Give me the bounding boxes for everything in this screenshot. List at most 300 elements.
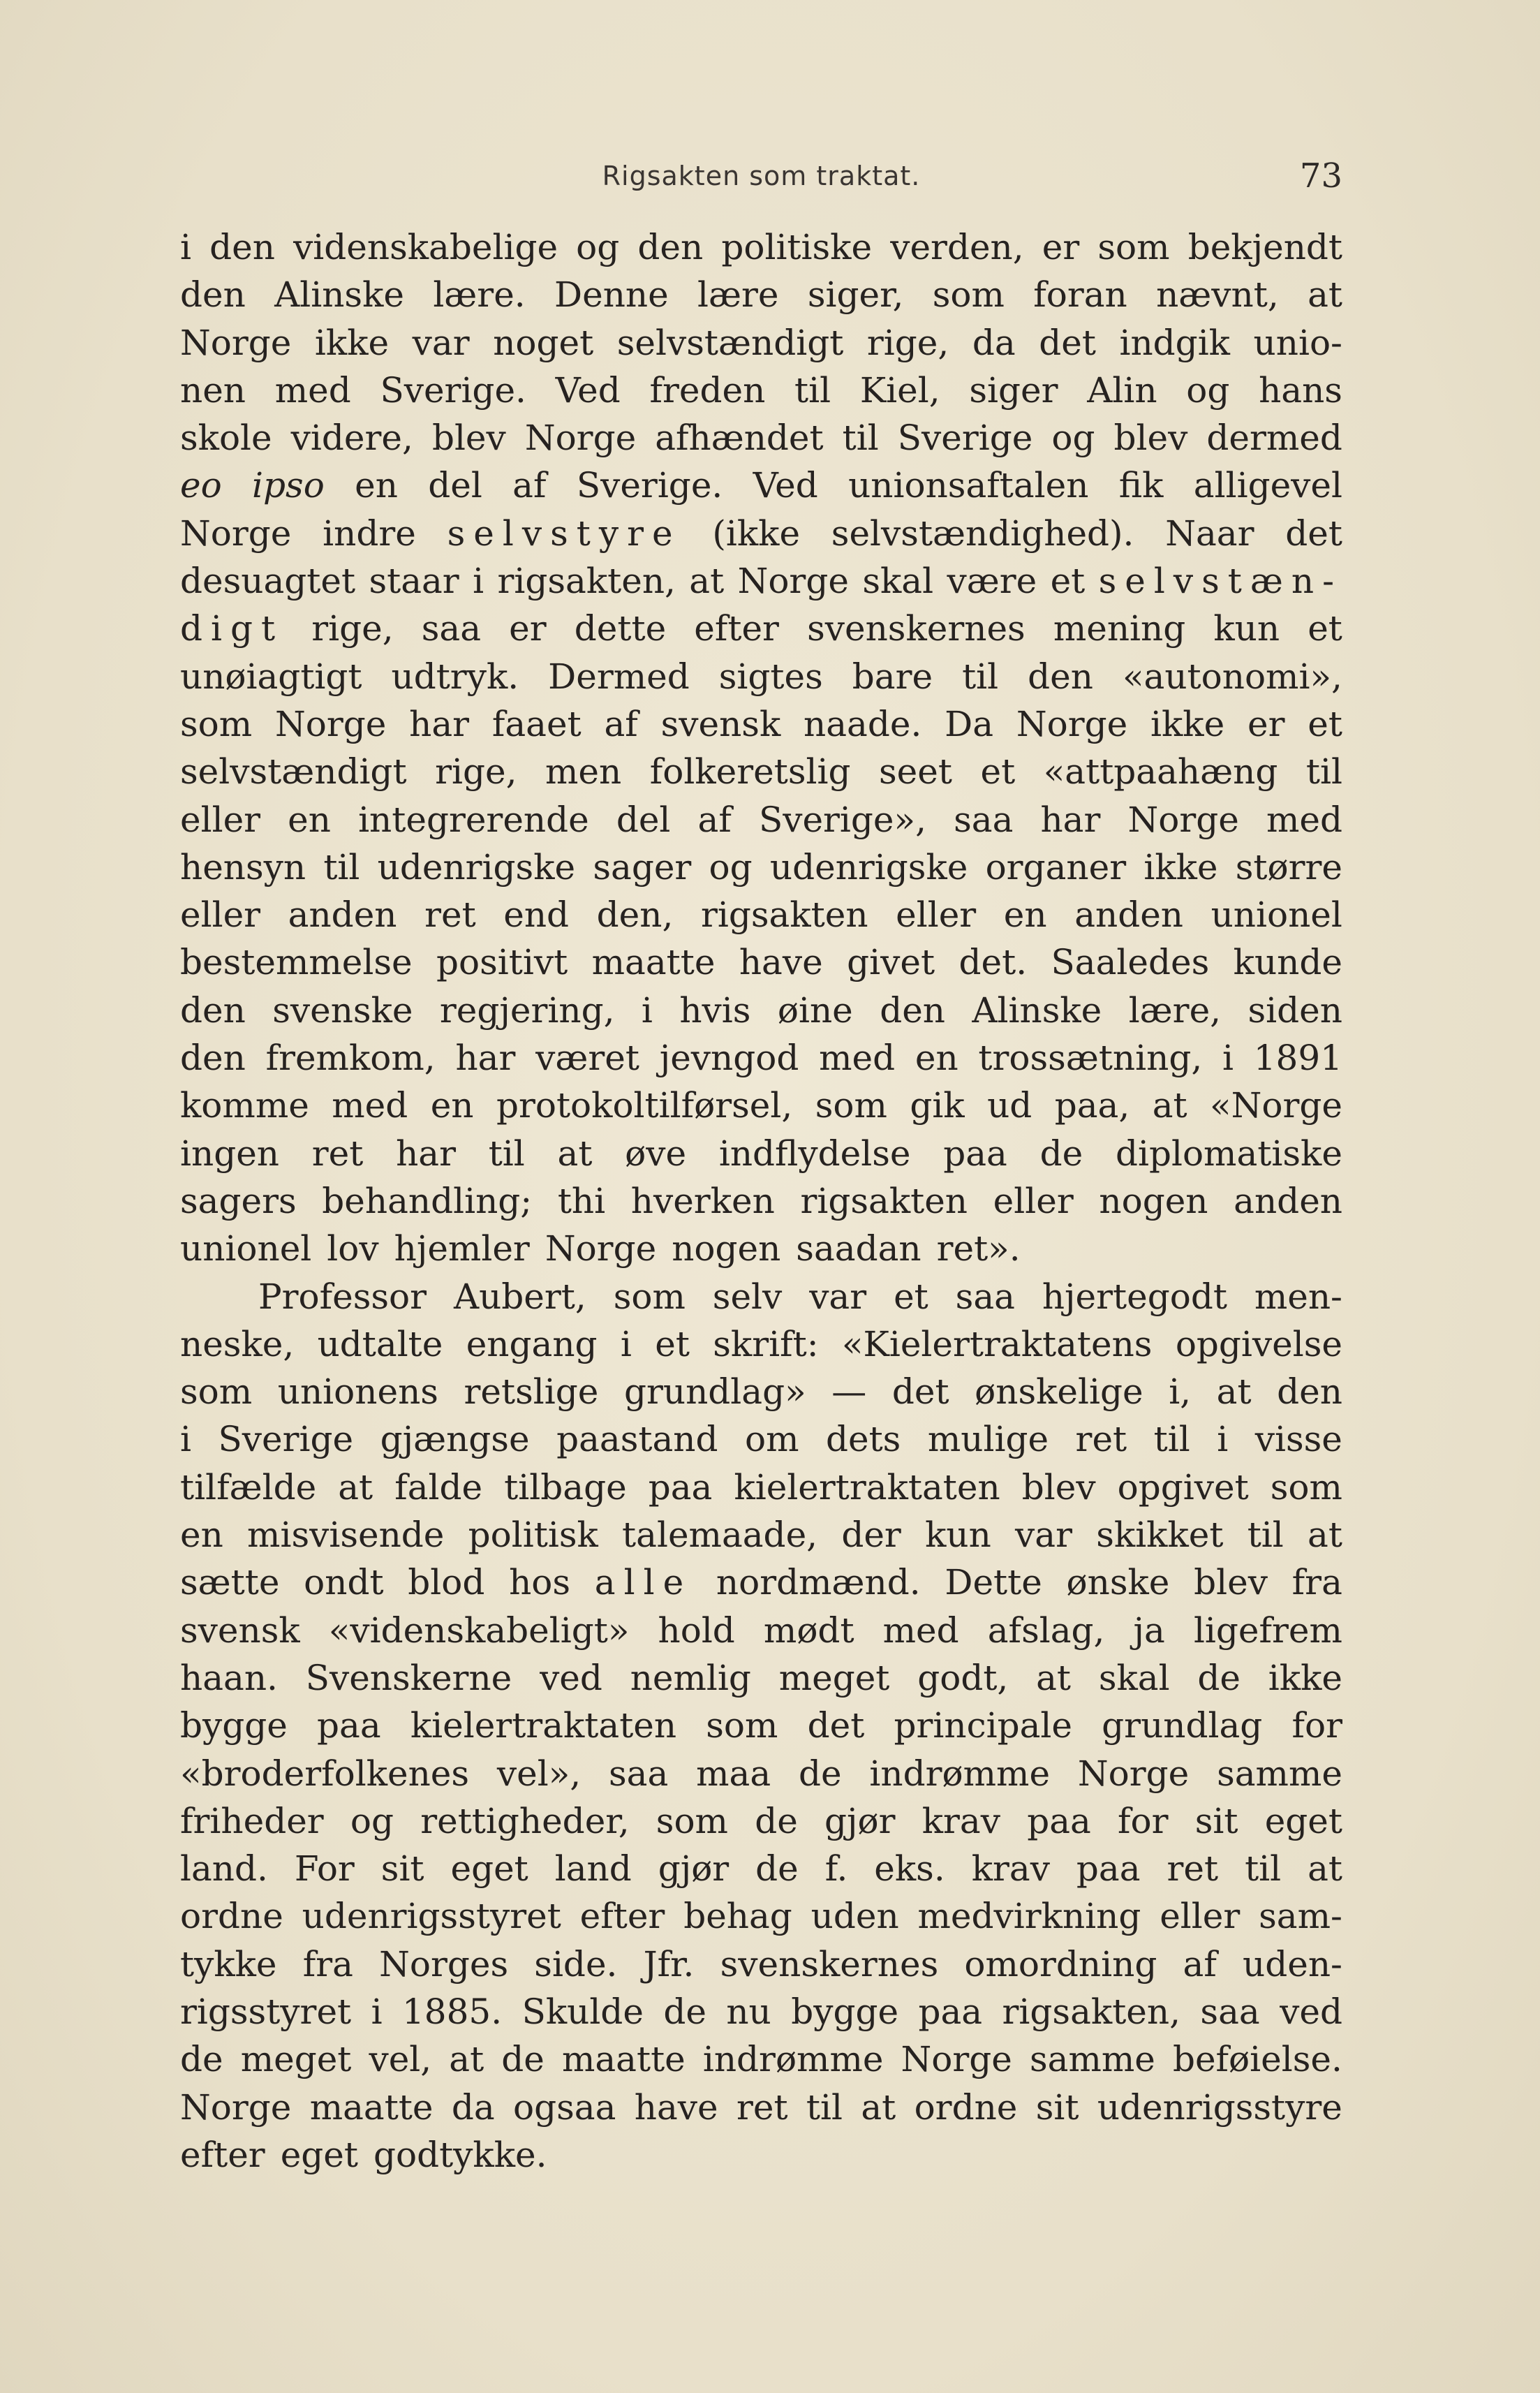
text-line (180, 1845, 1342, 1892)
word: i (473, 561, 484, 602)
text-line (180, 605, 1342, 652)
word: ret (311, 1133, 364, 1174)
word: naade. (804, 703, 922, 744)
word: skal (1098, 1657, 1170, 1698)
word: freden (649, 369, 766, 411)
word: krav (921, 1800, 1000, 1841)
word: Sverige (218, 1419, 354, 1460)
word: som (613, 1276, 686, 1317)
word: kielertraktaten (734, 1466, 1000, 1508)
word: noget (493, 322, 594, 363)
word: skrift: (713, 1323, 819, 1364)
word: den (180, 274, 246, 316)
word: blev (1194, 1562, 1268, 1603)
word: de (663, 1991, 706, 2032)
word: Norge (1077, 1753, 1190, 1794)
text-line (180, 938, 1342, 986)
word: tykke (180, 1943, 277, 1985)
word: svensk (180, 1610, 300, 1651)
word: et (655, 1323, 690, 1364)
word: bekjendt (1187, 227, 1342, 267)
text-line (180, 796, 1342, 844)
word: saa (1200, 1991, 1260, 2032)
text-line (180, 1654, 1342, 1702)
text-line (180, 462, 1342, 509)
word: nævnt, (1156, 274, 1279, 316)
word: anden (288, 894, 397, 936)
text-line (180, 1892, 1342, 1940)
word: paa (943, 1133, 1007, 1174)
word: og (1186, 369, 1230, 411)
word: af (1183, 1943, 1217, 1985)
word: da (972, 322, 1016, 363)
word: nemlig (630, 1657, 751, 1698)
word: Naar (1165, 513, 1254, 554)
word: «videnskabeligt» (328, 1610, 630, 1651)
word: som (815, 1085, 887, 1126)
word: hjemler (394, 1228, 530, 1269)
word: hans (1259, 369, 1342, 411)
word: Ved (753, 465, 818, 506)
word: rige, (866, 322, 949, 363)
word: af (512, 465, 547, 506)
word: var (412, 322, 470, 363)
word: politiske (721, 227, 873, 267)
word: Alinske (274, 274, 404, 316)
word: ret (1167, 1848, 1219, 1890)
word: Norge (901, 2039, 1012, 2080)
word: end (503, 894, 570, 936)
word: selvstæn- (1098, 561, 1342, 602)
word: gjør (658, 1848, 730, 1890)
text-line (180, 1415, 1342, 1463)
word: krav (971, 1848, 1050, 1890)
word: unionel (1210, 894, 1342, 936)
word: godt, (917, 1657, 1009, 1698)
word: staar (369, 561, 459, 602)
word: for (1118, 1800, 1169, 1841)
word: selvstændigt (180, 751, 407, 793)
word: vel», (496, 1753, 582, 1794)
word: udtryk. (391, 656, 519, 697)
word: den, (596, 894, 674, 936)
word: jevngod (659, 1038, 799, 1079)
word: retslige (464, 1371, 599, 1413)
word: meget (240, 2039, 352, 2080)
word: skal (862, 561, 934, 602)
word: en (355, 465, 398, 506)
text-line (180, 414, 1342, 462)
text-line (180, 1368, 1342, 1415)
word: den (637, 227, 704, 267)
word: til (962, 656, 999, 697)
word: at (1308, 1848, 1342, 1890)
word: sager (593, 846, 692, 888)
word: er (1042, 227, 1080, 267)
text-line (180, 1559, 1342, 1606)
word: i (180, 1419, 191, 1460)
word: blod (408, 1562, 485, 1603)
word: integrerende (358, 799, 589, 840)
word: har (455, 1038, 516, 1079)
word: rigsakten (800, 1180, 968, 1221)
word: det (891, 1371, 949, 1413)
word: kun (1213, 608, 1280, 649)
word: udenrigske (377, 846, 576, 888)
word: kielertraktaten (410, 1705, 677, 1746)
word: med (819, 1038, 896, 1079)
word: Skulde (521, 1991, 644, 2032)
word: efter (694, 608, 779, 649)
word: mening (1053, 608, 1186, 649)
word: paa (317, 1705, 381, 1746)
word: Sverige. (576, 465, 723, 506)
word: det (807, 1705, 865, 1746)
word: land (554, 1848, 632, 1890)
word: indflydelse (718, 1133, 911, 1174)
word: paa (648, 1466, 713, 1508)
word: til (1247, 1515, 1284, 1556)
word: afslag, (987, 1610, 1105, 1651)
word: bygge (180, 1705, 288, 1746)
word: 1891 (1253, 1038, 1342, 1079)
word: Sverige (897, 418, 1033, 459)
text-line (180, 2131, 1342, 2179)
word: eller (180, 894, 261, 936)
word: Dette (945, 1562, 1042, 1603)
word: Norge (1127, 799, 1239, 840)
word: dermed (1206, 418, 1342, 459)
word: eller (180, 799, 261, 840)
word: behag (683, 1896, 792, 1937)
word: fremkom, (265, 1038, 436, 1079)
word: som (180, 1371, 253, 1413)
word: ved (1280, 1991, 1342, 2032)
word: «attpaahæng (1043, 751, 1278, 793)
word: de (755, 1800, 798, 1841)
word: til (794, 369, 831, 411)
word: uden (810, 1896, 899, 1937)
text-line (180, 748, 1342, 795)
word: Sverige. (380, 369, 526, 411)
word: Da (945, 703, 994, 744)
word: sagers (180, 1180, 297, 1221)
word: bestemmelse (180, 942, 413, 983)
text-line (180, 1177, 1342, 1225)
word: udenrigske (769, 846, 968, 888)
word: indre (323, 513, 416, 554)
word: behandling; (322, 1180, 533, 1221)
word: var (1015, 1515, 1072, 1556)
word: medvirkning (917, 1896, 1141, 1937)
word: faaet (491, 703, 582, 744)
word: kun (925, 1515, 991, 1556)
word: det (1285, 513, 1342, 554)
word: de (501, 2039, 545, 2080)
word: sigtes (718, 656, 823, 697)
word: med (882, 1610, 959, 1651)
word: saadan (796, 1228, 921, 1269)
word: som (1270, 1466, 1342, 1508)
text-line (180, 2035, 1342, 2083)
word: givet (847, 942, 935, 983)
text-line (180, 1130, 1342, 1177)
word: visse (1254, 1419, 1342, 1460)
word: blev (1021, 1466, 1096, 1508)
word: unionsaftalen (848, 465, 1089, 506)
word: for (1291, 1705, 1342, 1746)
word: selvstændigt (616, 322, 844, 363)
word: ret (736, 2086, 788, 2128)
word: og (1051, 418, 1095, 459)
word: selv (712, 1276, 783, 1317)
word: lov (327, 1228, 379, 1269)
word: hjertegodt (1042, 1276, 1227, 1317)
word: videre, (290, 418, 413, 459)
word: eller (896, 894, 977, 936)
text-line (180, 1797, 1342, 1845)
word: af (604, 703, 638, 744)
word: paa (1027, 1800, 1091, 1841)
word: øve (625, 1133, 687, 1174)
word: maatte (561, 2039, 686, 2080)
word: anden (1234, 1180, 1342, 1221)
word: sætte (180, 1562, 280, 1603)
word: beføielse. (1172, 2039, 1342, 2080)
word: Saaledes (1051, 942, 1210, 983)
word: som (1097, 227, 1170, 267)
word: at (338, 1466, 373, 1508)
word: meget (778, 1657, 890, 1698)
word: om (744, 1419, 799, 1460)
word: være (947, 561, 1037, 602)
text-line (180, 1702, 1342, 1749)
page-number: 73 (1299, 156, 1342, 196)
word: det (1039, 322, 1096, 363)
word: efter (180, 2134, 265, 2175)
word: rige, (311, 608, 394, 649)
text-line (180, 367, 1342, 414)
word: er (509, 608, 547, 649)
word: eo (180, 465, 222, 506)
word: til (1305, 751, 1342, 793)
word: at (1152, 1085, 1187, 1126)
word: et (894, 1276, 928, 1317)
word: at (861, 2086, 896, 2128)
word: med (1266, 799, 1342, 840)
word: øine (777, 989, 853, 1031)
word: regjering, (439, 989, 615, 1031)
text-line (180, 1034, 1342, 1082)
word: opgivet (1117, 1466, 1249, 1508)
word: i (1222, 1038, 1234, 1079)
word: hold (658, 1610, 735, 1651)
word: «broderfolkenes (180, 1753, 470, 1794)
word: have (634, 2086, 718, 2128)
word: have (739, 942, 823, 983)
word: at (689, 561, 725, 602)
text-line (180, 653, 1342, 700)
word: udtalte (317, 1323, 443, 1364)
word: af (697, 799, 732, 840)
text-line (180, 1750, 1342, 1797)
word: rige, (435, 751, 517, 793)
word: ret (1075, 1419, 1127, 1460)
word: bare (852, 656, 933, 697)
word: til (842, 418, 879, 459)
word: svenske (272, 989, 413, 1031)
word: maa (696, 1753, 771, 1794)
word: ønskelige (975, 1371, 1143, 1413)
word: vel, (369, 2039, 432, 2080)
word: som (932, 274, 1005, 316)
word: unionel (180, 1228, 312, 1269)
word: thi (557, 1180, 606, 1221)
word: i (1217, 1419, 1229, 1460)
word: ud (987, 1085, 1032, 1126)
word: Norge (180, 322, 292, 363)
word: saa (955, 1276, 1015, 1317)
word: rettigheder, (420, 1800, 630, 1841)
word: saa (954, 799, 1014, 840)
word: gjængse (380, 1419, 530, 1460)
word: udenrigsstyre (1097, 2086, 1342, 2128)
word: kunde (1233, 942, 1342, 983)
text-line (180, 1082, 1342, 1129)
word: sit (1035, 2086, 1079, 2128)
word: eget (450, 1848, 528, 1890)
word: at (449, 2039, 484, 2080)
word: har (409, 703, 470, 744)
word: tilfælde (180, 1466, 317, 1508)
word: land. (180, 1848, 268, 1890)
word: den (1277, 1371, 1342, 1413)
word: et (1050, 561, 1086, 602)
word: fra (1291, 1562, 1342, 1603)
word: har (1040, 799, 1101, 840)
word: med (332, 1085, 408, 1126)
word: falde (394, 1466, 483, 1508)
word: Norge (180, 2086, 292, 2128)
word: — (831, 1371, 867, 1413)
word: opgivelse (1175, 1323, 1342, 1364)
word: nen (180, 369, 246, 411)
word: en (288, 799, 331, 840)
word: et (1308, 608, 1342, 649)
word: de (798, 1753, 842, 1794)
word: Sverige», (758, 799, 927, 840)
word: en (915, 1038, 958, 1079)
word: hvis (679, 989, 751, 1031)
word: seet (879, 751, 952, 793)
word: i (641, 989, 653, 1031)
word: eller (1160, 1896, 1241, 1937)
word: side. (534, 1943, 618, 1985)
word: ved (540, 1657, 602, 1698)
word: de (1197, 1657, 1241, 1698)
word: i, (1169, 1371, 1192, 1413)
text-line (180, 700, 1342, 748)
word: den (180, 989, 246, 1031)
word: at (1036, 1657, 1072, 1698)
word: et (1308, 703, 1342, 744)
word: det. (958, 942, 1028, 983)
word: at (1216, 1371, 1252, 1413)
text-line (180, 223, 1342, 271)
word: de (180, 2039, 223, 2080)
word: Aubert, (453, 1276, 586, 1317)
word: ordne (180, 1896, 283, 1937)
text-line (180, 271, 1342, 318)
word: til (806, 2086, 843, 2128)
word: «Norge (1210, 1085, 1342, 1126)
word: den (880, 989, 945, 1031)
word: del (428, 465, 482, 506)
word: friheder (180, 1800, 324, 1841)
word: ønske (1066, 1562, 1170, 1603)
word: lære (697, 274, 779, 316)
word: «autonomi», (1122, 656, 1342, 697)
word: (ikke (712, 513, 801, 554)
word: der (841, 1515, 901, 1556)
word: folkeretslig (649, 751, 851, 793)
word: ikke (1150, 703, 1225, 744)
word: samme (1217, 1753, 1342, 1794)
text-line (180, 1464, 1342, 1511)
word: Norge (180, 513, 292, 554)
word: maatte (309, 2086, 434, 2128)
text-line (180, 557, 1342, 605)
word: afhændet (655, 418, 824, 459)
word: i (371, 1991, 383, 2032)
word: gjør (824, 1800, 896, 1841)
word: Denne (554, 274, 669, 316)
word: digt (180, 608, 284, 649)
word: indrømme (869, 1753, 1051, 1794)
word: rigsstyret (180, 1991, 352, 2032)
word: sam- (1259, 1896, 1342, 1937)
word: mødt (763, 1610, 854, 1651)
word: en (1003, 894, 1047, 936)
running-title: Rigsakten som traktat. (602, 161, 921, 191)
word: ligefrem (1193, 1610, 1342, 1651)
word: efter (579, 1896, 665, 1937)
body-text (180, 223, 1342, 2179)
word: trossætning, (978, 1038, 1203, 1079)
word: unionens (277, 1371, 438, 1413)
word: svenskernes (720, 1943, 939, 1985)
word: Ved (555, 369, 621, 411)
word: haan. (180, 1657, 278, 1698)
word: paa, (1054, 1085, 1130, 1126)
word: ret (424, 894, 476, 936)
word: godtykke. (373, 2134, 547, 2175)
word: selvstændighed). (831, 513, 1134, 554)
text-line (180, 1320, 1342, 1368)
word: til (488, 1133, 525, 1174)
word: sit (1194, 1800, 1238, 1841)
word: neske, (180, 1323, 295, 1364)
word: siger (969, 369, 1058, 411)
text-line (180, 2084, 1342, 2131)
word: til (1245, 1848, 1282, 1890)
word: nogen (672, 1228, 781, 1269)
word: alle (594, 1562, 693, 1603)
word: en (430, 1085, 474, 1126)
word: da (451, 2086, 495, 2128)
text-line (180, 844, 1342, 891)
word: Norge (737, 561, 849, 602)
